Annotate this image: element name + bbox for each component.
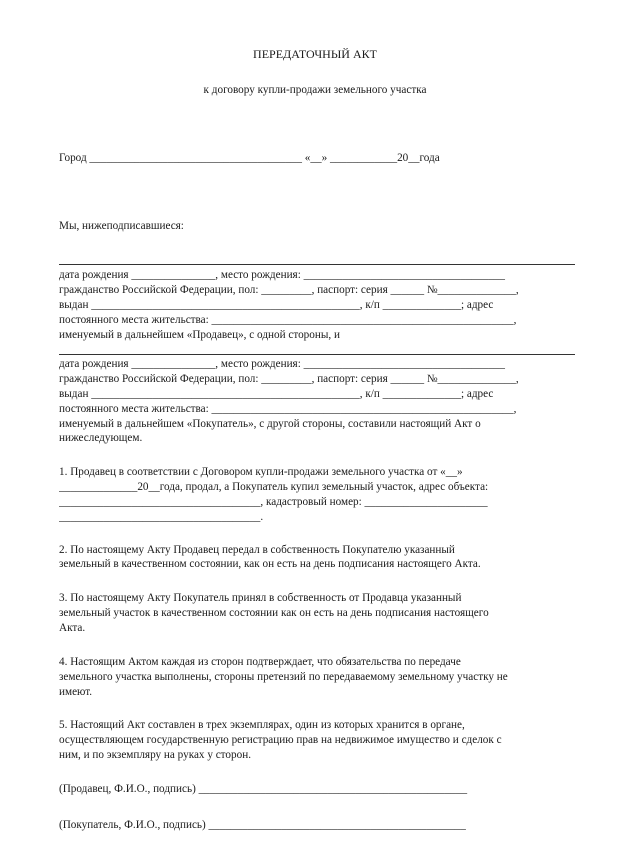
clause1-line2: ______________20__года, продал, а Покупатель купил земельный участок, адрес объекта:: [59, 481, 489, 493]
clause5-line3: ним, и по экземпляру на руках у сторон.: [59, 749, 251, 761]
intro-text: Мы, нижеподписавшиеся:: [59, 220, 184, 232]
clause2-line1: 2. По настоящему Акту Продавец передал в собственность Покупателю указанный: [59, 544, 455, 556]
buyer-residence: постоянного места жительства: ______________________________________________________,: [59, 403, 517, 415]
buyer-role-2: нижеследующем.: [59, 432, 143, 444]
clause1-line3: ____________________________________, кадастровый номер: ______________________: [59, 496, 488, 508]
doc-title: ПЕРЕДАТОЧНЫЙ АКТ: [253, 47, 377, 61]
clause3-line3: Акта.: [59, 622, 86, 634]
seller-residence: постоянного места жительства: ______________________________________________________,: [59, 314, 517, 326]
clause4-line3: имеют.: [59, 686, 93, 698]
clause3-line1: 3. По настоящему Акту Покупатель принял в собственность от Продавца указанный: [59, 592, 462, 604]
clause4-line1: 4. Настоящим Актом каждая из сторон подтверждает, что обязательства по передаче: [59, 656, 461, 668]
seller-signature-line: (Продавец, Ф.И.О., подпись) ________________________________________________: [59, 783, 468, 795]
clause1-line1: 1. Продавец в соответствии с Договором купли-продажи земельного участка от «__»: [59, 466, 463, 478]
clause5-line2: осуществляющем государственную регистрацию прав на недвижимое имущество и сделок с: [59, 734, 502, 746]
seller-name-line: [59, 264, 575, 265]
clause1-line4: ____________________________________.: [59, 511, 264, 523]
clause2-line2: земельный в качественном состоянии, как он есть на день подписания настоящего Акта.: [59, 558, 481, 570]
buyer-signature-line: (Покупатель, Ф.И.О., подпись) ______________________________________________: [59, 819, 466, 831]
buyer-issued: выдан ________________________________________________, к/п ______________; адрес: [59, 388, 494, 400]
buyer-birth: дата рождения _______________, место рождения: ____________________________________: [59, 358, 505, 370]
buyer-citizenship: гражданство Российской Федерации, пол: _________, паспорт: серия ______ №______________,: [59, 373, 519, 385]
seller-issued: выдан ________________________________________________, к/п ______________; адрес: [59, 299, 494, 311]
clause3-line2: земельный участок в качественном состоянии как он есть на день подписания настоящего: [59, 607, 489, 619]
city-date-line: Город ______________________________________ «__» ____________20__года: [59, 152, 440, 164]
seller-birth: дата рождения _______________, место рождения: ____________________________________: [59, 269, 505, 281]
seller-citizenship: гражданство Российской Федерации, пол: _________, паспорт: серия ______ №______________,: [59, 284, 519, 296]
clause5-line1: 5. Настоящий Акт составлен в трех экземплярах, один из которых хранится в органе,: [59, 719, 465, 731]
clause4-line2: земельного участка выполнены, стороны претензий по передаваемому земельному участку не: [59, 671, 508, 683]
doc-subtitle: к договору купли-продажи земельного участка: [203, 84, 427, 96]
seller-role: именуемый в дальнейшем «Продавец», с одной стороны, и: [59, 329, 340, 341]
buyer-role-1: именуемый в дальнейшем «Покупатель», с другой стороны, составили настоящий Акт о: [59, 418, 481, 430]
buyer-name-line: [59, 354, 575, 355]
